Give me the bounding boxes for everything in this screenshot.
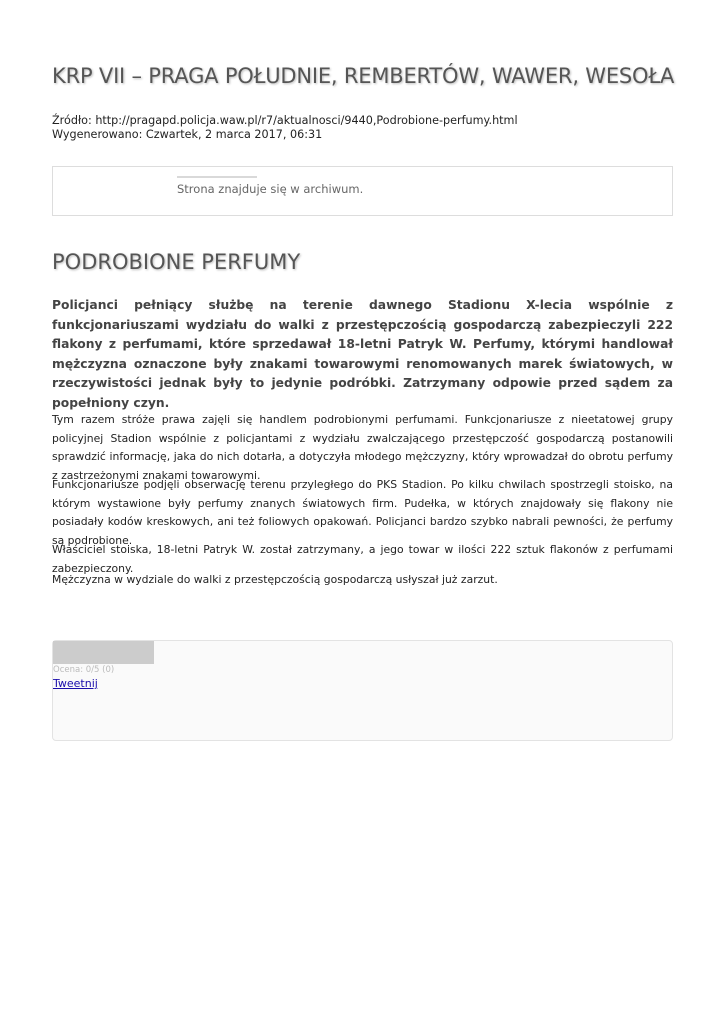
rating-widget[interactable] [53, 641, 154, 664]
site-title: KRP VII – PRAGA POŁUDNIE, REMBERTÓW, WAWER, WESOŁA [52, 64, 675, 88]
source-url: Źródło: http://pragapd.policja.waw.pl/r7/aktualnosci/9440,Podrobione-perfumy.html [52, 114, 518, 127]
article-paragraph: Tym razem stróże prawa zajęli się handlem podrobionymi perfumami. Funkcjonariusze z nieetatowej grupy policyjnej Stadion wspólnie z policjantami z wydziału zwalczającego przestępczość gospodarczą postanowili sprawdzić informację, jaka do nich dotarła, a dotyczyła młodego mężczyzny, który wprowadzał do obrotu perfumy z zastrzeżonymi znakami towarowymi. [52, 413, 673, 482]
article-lead: Policjanci pełniący służbę na terenie dawnego Stadionu X-lecia wspólnie z funkcjonariuszami wydziału do walki z przestępczością gospodarczą zabezpieczyli 222 flakony z perfumami, które sprzedawał 18-letni Patryk W. Perfumy, którymi handlował mężczyzna oznaczone były znakami towarowymi renomowanych marek światowych, w rzeczywistości jednak były to jedynie podróbki. Zatrzymany odpowie przed sądem za popełniony czyn. [52, 298, 673, 410]
rating-box [52, 640, 673, 741]
document-meta [52, 114, 518, 142]
article-paragraph: Funkcjonariusze podjęli obserwację terenu przyległego do PKS Stadion. Po kilku chwilach spostrzegli stoisko, na którym wystawione były perfumy znanych światowych firm. Pudełka, w których znajdowały się flakony nie posiadały kodów kreskowych, ani też foliowych opakowań. Policjanci bardzo szybko nabrali pewności, że perfumy są podrobione. [52, 478, 673, 547]
article-paragraph: Mężczyzna w wydziale do walki z przestępczością gospodarczą usłyszał już zarzut. [52, 573, 498, 586]
archive-notice: Strona znajduje się w archiwum. [177, 182, 364, 196]
article-title: PODROBIONE PERFUMY [52, 250, 301, 274]
generated-date: Wygenerowano: Czwartek, 2 marca 2017, 06:31 [52, 128, 323, 141]
rating-text: Ocena: 0/5 (0) [53, 665, 115, 675]
article-paragraph: Właściciel stoiska, 18-letni Patryk W. został zatrzymany, a jego towar w ilości 222 sztuk flakonów z perfumami zabezpieczony. [52, 543, 673, 575]
tweet-link[interactable]: Tweetnij [53, 677, 98, 690]
archive-notice-box [52, 166, 673, 216]
archive-divider [177, 176, 257, 178]
